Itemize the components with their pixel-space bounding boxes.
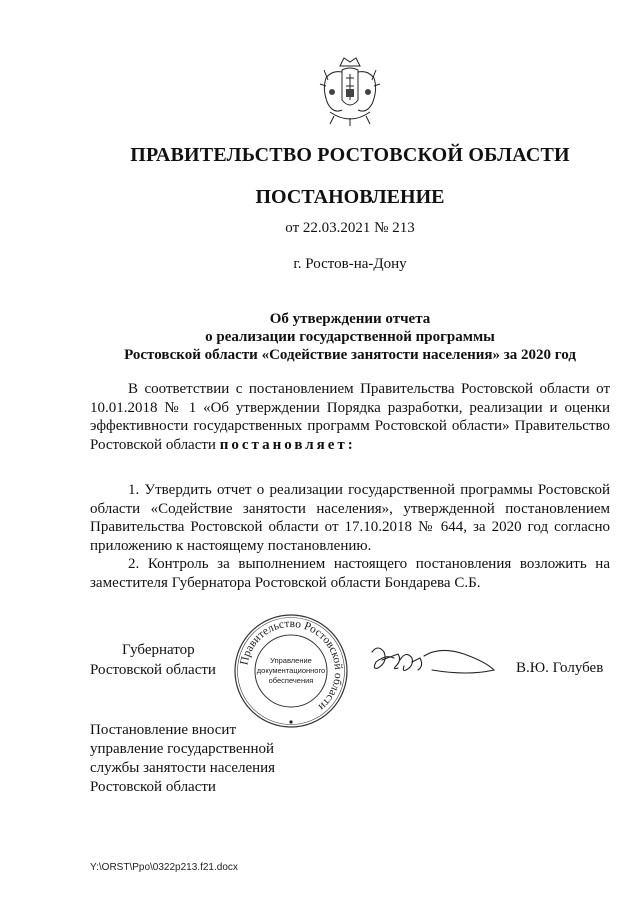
preamble-paragraph [90,380,610,454]
stamp-center-line: документационного [256,666,326,675]
position-line: Губернатор [122,642,195,658]
note-line: управление государственной [90,741,275,757]
stamp-center-line: Управление [270,656,312,665]
stamp-center-line: обеспечения [268,676,314,685]
subject-line: Об утверждении отчета [269,311,431,327]
city: г. Ростов-на-Дону [293,256,407,272]
subject-line: о реализации государственной программы [205,329,495,345]
handwritten-signature [368,640,496,680]
note-line: Ростовской области [90,779,216,795]
resolves-keyword: постановляет: [219,436,356,453]
preamble-text: В соответствии с постановлением Правительства Ростовской области от 10.01.2018 № 1 «Об утверждении Порядка разработки, реализации и оценки эффективности государственных программ Ростовской области» Правительство Ростовской области [90,381,610,453]
signatory-position [90,640,216,680]
subject-line: Ростовской области «Содействие занятости населения» за 2020 год [124,347,576,363]
file-path: Y:\ORST\Ppo\0322p213.f21.docx [90,862,238,873]
document-subject [90,310,610,364]
official-stamp [232,612,350,730]
signer-name: В.Ю. Голубев [516,660,604,676]
document-type: ПОСТАНОВЛЕНИЕ [255,186,445,208]
government-title: ПРАВИТЕЛЬСТВО РОСТОВСКОЙ ОБЛАСТИ [130,144,570,166]
note-line: Постановление вносит [90,722,237,738]
resolution-items [90,481,610,592]
submitted-by-note [90,721,275,797]
resolution-item: 1. Утвердить отчет о реализации государственной программы Ростовской области «Содействие занятости населения», утвержденной постановлением Правительства Ростовской области от 17.10.2018 № 644, за 2020 год согласно приложению к настоящему постановлению. [90,482,610,554]
stamp-ring-text: Правительство Ростовской области [238,617,345,713]
date-and-number: от 22.03.2021 № 213 [285,220,415,236]
coat-of-arms-icon [316,56,384,128]
note-line: службы занятости населения [90,760,276,776]
position-line: Ростовской области [90,662,216,678]
resolution-item: 2. Контроль за выполнением настоящего постановления возложить на заместителя Губернатора Ростовской области Бондарева С.Б. [90,556,610,591]
